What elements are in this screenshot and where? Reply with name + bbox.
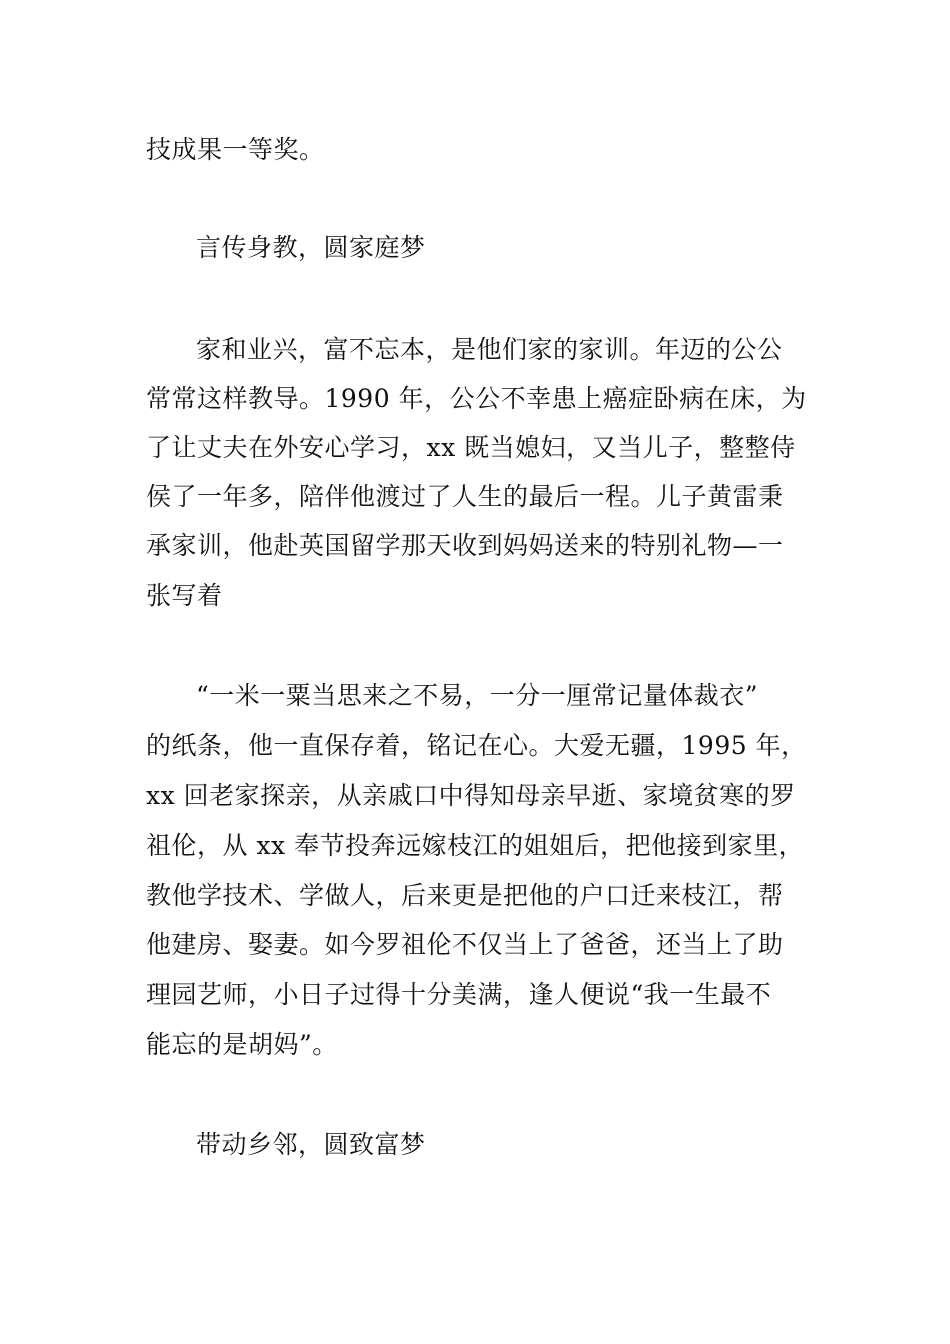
paragraph-line: 常常这样教导。1990 年，公公不幸患上癌症卧病在床，为	[146, 384, 807, 413]
paragraph-line: 的纸条，他一直保存着，铭记在心。大爱无疆，1995 年，	[146, 731, 807, 760]
paragraph-line: “一米一粟当思来之不易，一分一厘常记量体裁衣”	[196, 681, 759, 710]
paragraph-line: 家和业兴，富不忘本，是他们家的家训。年迈的公公	[196, 335, 783, 364]
section-heading: 言传身教，圆家庭梦	[196, 233, 426, 262]
paragraph-line: 他建房、娶妻。如今罗祖伦不仅当上了爸爸，还当上了助	[146, 930, 784, 959]
paragraph-line: 祖伦，从 xx 奉节投奔远嫁枝江的姐姐后，把他接到家里，	[146, 831, 805, 860]
paragraph-line: 理园艺师，小日子过得十分美满，逢人便说“我一生最不	[146, 980, 772, 1009]
paragraph-line: 了让丈夫在外安心学习，xx 既当媳妇，又当儿子，整整侍	[146, 433, 796, 462]
paragraph-line: 侯了一年多，陪伴他渡过了人生的最后一程。儿子黄雷秉	[146, 482, 784, 511]
section-heading: 带动乡邻，圆致富梦	[196, 1130, 426, 1159]
paragraph-line: 承家训，他赴英国留学那天收到妈妈送来的特别礼物—一	[146, 531, 784, 560]
paragraph-line: 教他学技术、学做人，后来更是把他的户口迁来枝江，帮	[146, 881, 784, 910]
paragraph-line: 能忘的是胡妈”。	[146, 1030, 338, 1059]
paragraph-line: 张写着	[146, 581, 223, 610]
paragraph-line: xx 回老家探亲，从亲戚口中得知母亲早逝、家境贫寒的罗	[146, 781, 796, 810]
paragraph-line: 技成果一等奖。	[146, 135, 325, 164]
